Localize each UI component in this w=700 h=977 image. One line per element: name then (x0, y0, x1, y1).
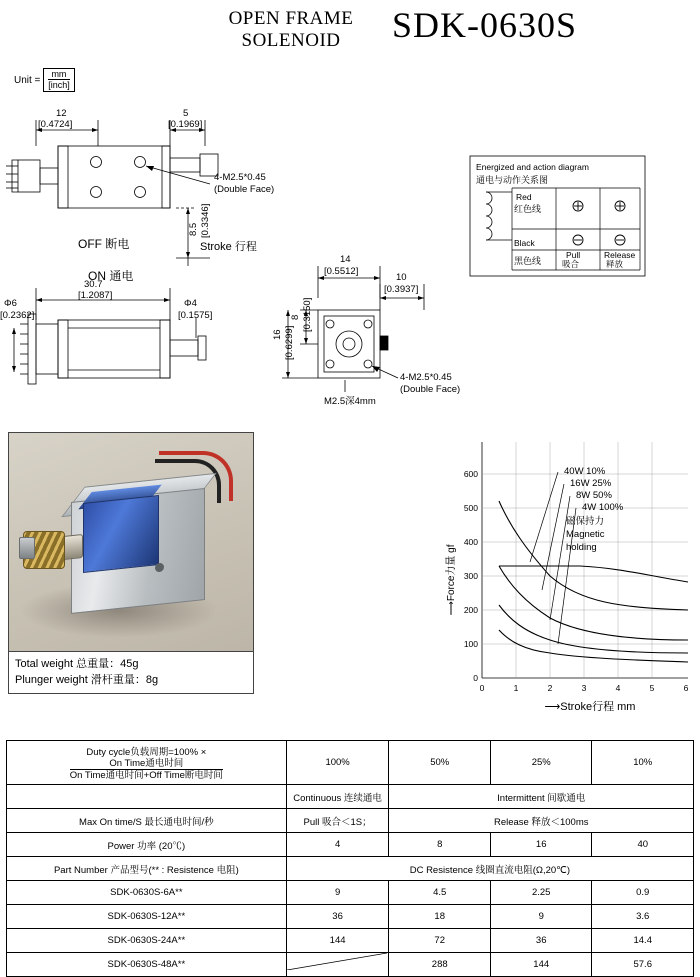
cell-res-100: 144 (286, 929, 389, 953)
product-photo (8, 432, 254, 694)
table-row-mode (7, 785, 694, 809)
energize-title-cn: 通电与动作关系图 (476, 175, 549, 185)
curve-magnetic-holding (499, 566, 688, 582)
cell-res-25: 2.25 (490, 881, 592, 905)
label-pull-en: Pull (566, 250, 581, 260)
dim-16-inch: [0.6299] (284, 325, 295, 360)
annotation-4w: 4W 100% (582, 502, 624, 513)
annotation-16w: 16W 25% (570, 478, 612, 489)
label-off: OFF 断电 (78, 237, 130, 251)
product-model: SDK-0630S (392, 5, 578, 45)
cell-part-number: SDK-0630S-12A** (7, 905, 287, 929)
xtick-6: 6 (683, 683, 689, 693)
table-row (7, 905, 694, 929)
cell-res-50: 288 (389, 953, 491, 977)
dim-8p5: 8.5 (188, 222, 199, 236)
duty-cycle-denominator: On Time通电时间+Off Time断电时间 (69, 770, 223, 781)
ytick-400: 400 (463, 537, 478, 547)
xtick-5: 5 (649, 683, 655, 693)
product-title-line2: SOLENOID (241, 30, 341, 51)
cell-res-25: 36 (490, 929, 592, 953)
cell-max-on-pull: Pull 吸合＜1S； (286, 809, 389, 833)
cell-dc-resistance-note: DC Resistence 线圈直流电阻(Ω,20℃) (286, 857, 693, 881)
duty-cycle-numerator: On Time通电时间 (109, 758, 184, 769)
dim-12-inch: [0.4724] (38, 119, 73, 130)
product-title (196, 8, 386, 52)
ytick-600: 600 (463, 469, 478, 479)
energize-title-en: Energized and action diagram (476, 162, 589, 172)
cell-part-number: SDK-0630S-6A** (7, 881, 287, 905)
note-holes-front: 4-M2.5*0.45 (400, 372, 452, 383)
xtick-4: 4 (615, 683, 621, 693)
cell-mode-blank (7, 785, 287, 809)
ytick-500: 500 (463, 503, 478, 513)
dim-8-inch: [0.3150] (302, 297, 313, 332)
ytick-300: 300 (463, 571, 478, 581)
note-holes-front-2: (Double Face) (400, 384, 461, 395)
cell-power-10: 40 (592, 833, 694, 857)
cell-res-10: 57.6 (592, 953, 694, 977)
note-holes-top: 4-M2.5*0.45 (214, 172, 266, 183)
cell-duty-10: 10% (592, 741, 694, 785)
page-header (0, 4, 700, 56)
dim-30p7-inch: [1.2087] (78, 290, 113, 301)
xtick-0: 0 (479, 683, 485, 693)
dim-8: 8 (290, 314, 301, 320)
label-release-cn: 释放 (606, 259, 624, 269)
dim-16: 16 (272, 329, 283, 340)
table-row (7, 953, 694, 977)
coil-bobbin (83, 495, 159, 573)
cell-res-100: 9 (286, 881, 389, 905)
dia-4: Φ4 (184, 298, 197, 309)
cell-continuous: Continuous 连续通电 (286, 785, 389, 809)
table-row-partnumber-header (7, 857, 694, 881)
cell-power-25: 16 (490, 833, 592, 857)
technical-drawing (0, 88, 700, 418)
dia-6-inch: [0.2362] (0, 310, 35, 321)
annotation-40w: 40W 10% (564, 466, 606, 477)
label-black-cn: 黑色线 (514, 256, 542, 266)
duty-cycle-fraction (70, 758, 223, 781)
force-stroke-chart (430, 430, 696, 720)
table-row-duty-cycle (7, 741, 694, 785)
annotation-magnetic-en2: holding (566, 542, 597, 553)
label-pull-cn: 吸合 (562, 259, 580, 269)
cell-res-10: 14.4 (592, 929, 694, 953)
label-on: ON 通电 (88, 269, 134, 283)
dim-14: 14 (340, 254, 351, 265)
unit-label: Unit = (14, 74, 41, 86)
cell-duty-25: 25% (490, 741, 592, 785)
curve-4w (499, 630, 688, 662)
cell-res-100-na (286, 953, 389, 977)
dia-4-inch: [0.1575] (178, 310, 213, 321)
duty-cycle-prefix: Duty cycle负载周期=100% × (86, 747, 207, 758)
curve-8w (499, 605, 688, 653)
cell-res-100: 36 (286, 905, 389, 929)
cell-intermittent: Intermittent 间歇通电 (389, 785, 694, 809)
cell-duty-cycle-label (7, 741, 287, 785)
xtick-3: 3 (581, 683, 587, 693)
label-red-en: Red (516, 192, 532, 202)
note-holes-top-2: (Double Face) (214, 184, 275, 195)
unit-mm: mm (51, 69, 67, 79)
annotation-magnetic-en1: Magnetic (566, 529, 605, 540)
table-row (7, 929, 694, 953)
cell-part-number: SDK-0630S-48A** (7, 953, 287, 977)
photo-caption (9, 651, 253, 693)
cell-duty-50: 50% (389, 741, 491, 785)
dim-30p7: 30.7 (84, 279, 103, 290)
cell-res-10: 3.6 (592, 905, 694, 929)
ytick-200: 200 (463, 605, 478, 615)
not-available-slash (287, 953, 387, 970)
ytick-0: 0 (473, 673, 478, 683)
cell-partnumber-label: Part Number 产品型号(** : Resistence 电阻) (7, 857, 287, 881)
cell-max-on-release: Release 释放＜100ms (389, 809, 694, 833)
cell-res-50: 4.5 (389, 881, 491, 905)
table-row-max-on-time (7, 809, 694, 833)
dim-14-inch: [0.5512] (324, 266, 359, 277)
dia-6: Φ6 (4, 298, 17, 309)
cell-duty-100: 100% (286, 741, 389, 785)
label-black-en: Black (514, 238, 535, 248)
cell-res-50: 18 (389, 905, 491, 929)
plunger-weight: Plunger weight 滑杆重量：8g (15, 674, 159, 686)
annotation-magnetic-cn: 磁保持力 (566, 516, 605, 527)
cell-power-100: 4 (286, 833, 389, 857)
dim-5-inch: [0.1969] (168, 119, 203, 130)
table-row-power (7, 833, 694, 857)
product-title-line1: OPEN FRAME (228, 8, 354, 29)
dim-8p5-inch: [0.3346] (200, 203, 211, 238)
ytick-100: 100 (463, 639, 478, 649)
label-release-en: Release (604, 250, 636, 260)
cell-res-10: 0.9 (592, 881, 694, 905)
label-stroke: Stroke 行程 (200, 241, 257, 253)
cell-res-25: 144 (490, 953, 592, 977)
dim-12: 12 (56, 108, 67, 119)
dim-10: 10 (396, 272, 407, 283)
plunger-tip (19, 537, 35, 559)
cell-res-25: 9 (490, 905, 592, 929)
y-axis-title: ⟶Force力量 gf (446, 544, 457, 616)
total-weight: Total weight 总重量：45g (15, 658, 139, 670)
cell-part-number: SDK-0630S-24A** (7, 929, 287, 953)
dim-10-inch: [0.3937] (384, 284, 419, 295)
dim-5: 5 (183, 108, 189, 119)
xtick-2: 2 (547, 683, 553, 693)
label-red-cn: 红色线 (514, 204, 542, 214)
cell-max-on-label: Max On time/S 最长通电时间/秒 (7, 809, 287, 833)
xtick-1: 1 (513, 683, 519, 693)
cell-power-50: 8 (389, 833, 491, 857)
note-depth: M2.5深4mm (324, 396, 376, 407)
annotation-8w: 8W 50% (576, 490, 612, 501)
energized-action-diagram (470, 156, 645, 276)
table-row (7, 881, 694, 905)
cell-power-label: Power 功率 (20℃) (7, 833, 287, 857)
specification-table (6, 740, 694, 977)
cell-res-50: 72 (389, 929, 491, 953)
unit-inch: [inch] (48, 80, 70, 90)
x-axis-title: ⟶Stroke行程 mm (544, 701, 636, 713)
